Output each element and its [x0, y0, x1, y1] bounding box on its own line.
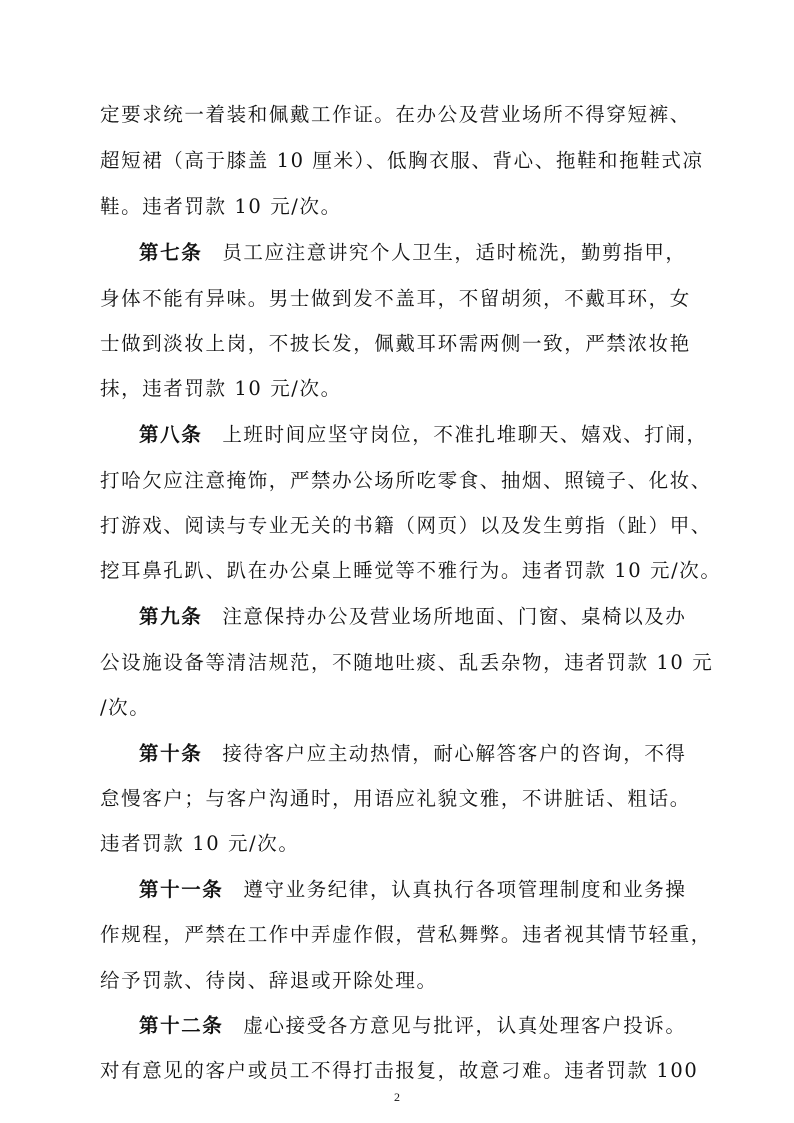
paragraph-line: 公设施设备等清洁规范，不随地吐痰、乱丢杂物，违者罚款 10 元: [100, 651, 714, 674]
paragraph-line: 上班时间应坚守岗位，不准扎堆聊天、嬉戏、打闹，: [222, 423, 708, 446]
paragraph-line: 挖耳鼻孔趴、趴在办公桌上睡觉等不雅行为。违者罚款 10 元/次。: [100, 559, 722, 582]
article-10-first-line: [139, 741, 687, 767]
article-7-first-line: [139, 240, 687, 266]
paragraph-line: 员工应注意讲究个人卫生，适时梳洗，勤剪指甲，: [222, 241, 687, 264]
paragraph-line: 给予罚款、待岗、辞退或开除处理。: [100, 969, 438, 992]
paragraph-line: 违者罚款 10 元/次。: [100, 832, 300, 855]
article-10-heading: 第十条: [139, 742, 203, 765]
paragraph-line: 鞋。违者罚款 10 元/次。: [100, 195, 342, 218]
paragraph-line: 接待客户应主动热情，耐心解答客户的咨询，不得: [222, 742, 687, 765]
article-12-heading: 第十二条: [139, 1014, 224, 1037]
paragraph-line: 身体不能有异味。男士做到发不盖耳，不留胡须，不戴耳环，女: [100, 287, 691, 310]
article-11-first-line: [139, 877, 687, 903]
paragraph-line: 超短裙（高于膝盖 10 厘米）、低胸衣服、背心、拖鞋和拖鞋式凉: [100, 149, 704, 172]
paragraph-line: /次。: [100, 696, 151, 719]
article-11-heading: 第十一条: [139, 878, 224, 901]
paragraph-line: 抹，违者罚款 10 元/次。: [100, 377, 342, 400]
paragraph-line: 打游戏、阅读与专业无关的书籍（网页）以及发生剪指（趾）甲、: [100, 514, 712, 537]
paragraph-line: 打哈欠应注意掩饰，严禁办公场所吃零食、抽烟、照镜子、化妆、: [100, 469, 712, 492]
paragraph-line: 对有意见的客户或员工不得打击报复，故意刁难。违者罚款 100: [100, 1059, 699, 1082]
paragraph-line: 作规程，严禁在工作中弄虚作假，营私舞弊。违者视其情节轻重，: [100, 923, 712, 946]
article-9-heading: 第九条: [139, 605, 203, 628]
page-number: 2: [394, 1090, 400, 1104]
article-12-first-line: [139, 1013, 687, 1039]
paragraph-line: 怠慢客户；与客户沟通时，用语应礼貌文雅，不讲脏话、粗话。: [100, 787, 691, 810]
paragraph-line: 注意保持办公及营业场所地面、门窗、桌椅以及办: [222, 605, 687, 628]
paragraph-line: 虚心接受各方意见与批评，认真处理客户投诉。: [243, 1014, 687, 1037]
article-8-first-line: [139, 422, 708, 448]
paragraph-line: 士做到淡妆上岗，不披长发，佩戴耳环需两侧一致，严禁浓妆艳: [100, 332, 691, 355]
paragraph-line: 定要求统一着装和佩戴工作证。在办公及营业场所不得穿短裤、: [100, 103, 691, 126]
article-9-first-line: [139, 604, 687, 630]
article-8-heading: 第八条: [139, 423, 203, 446]
article-7-heading: 第七条: [139, 241, 203, 264]
paragraph-line: 遵守业务纪律，认真执行各项管理制度和业务操: [243, 878, 687, 901]
